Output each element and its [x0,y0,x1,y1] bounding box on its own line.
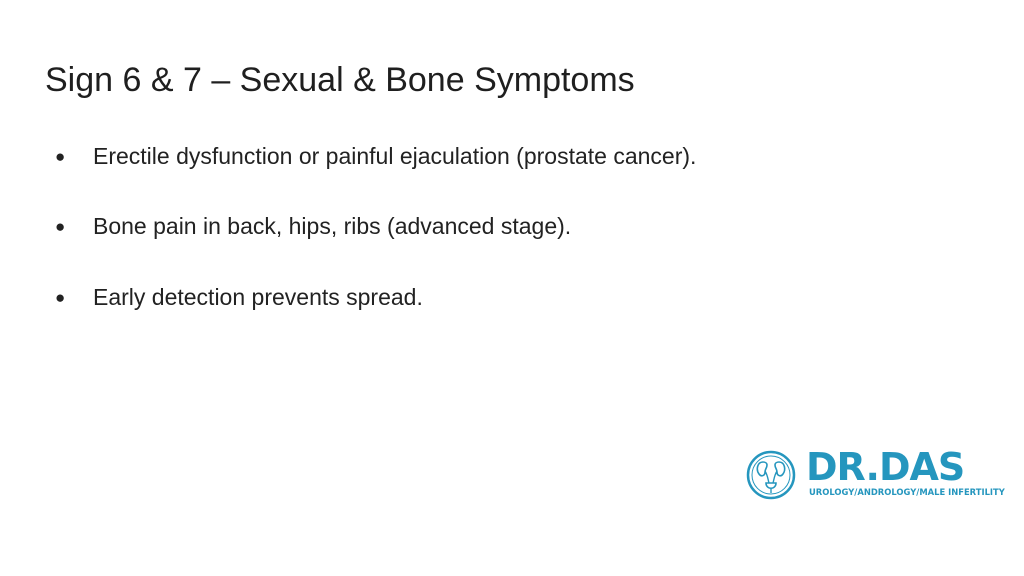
bullet-text: Early detection prevents spread. [93,284,423,310]
slide-title: Sign 6 & 7 – Sexual & Bone Symptoms [45,61,635,99]
bullet-item [55,213,571,240]
bullet-item [55,284,423,311]
bullet-marker: ● [55,217,66,236]
kidney-icon [746,450,796,500]
bullet-text: Erectile dysfunction or painful ejaculation (prostate cancer). [93,143,697,169]
logo-tagline: UROLOGY/ANDROLOGY/MALE INFERTILITY [809,487,1005,497]
logo-name: DR.DAS [806,445,965,489]
bullet-marker: ● [55,147,66,166]
bullet-marker: ● [55,288,66,307]
bullet-item [55,143,696,170]
bullet-text: Bone pain in back, hips, ribs (advanced stage). [93,213,572,239]
logo [746,445,1005,504]
